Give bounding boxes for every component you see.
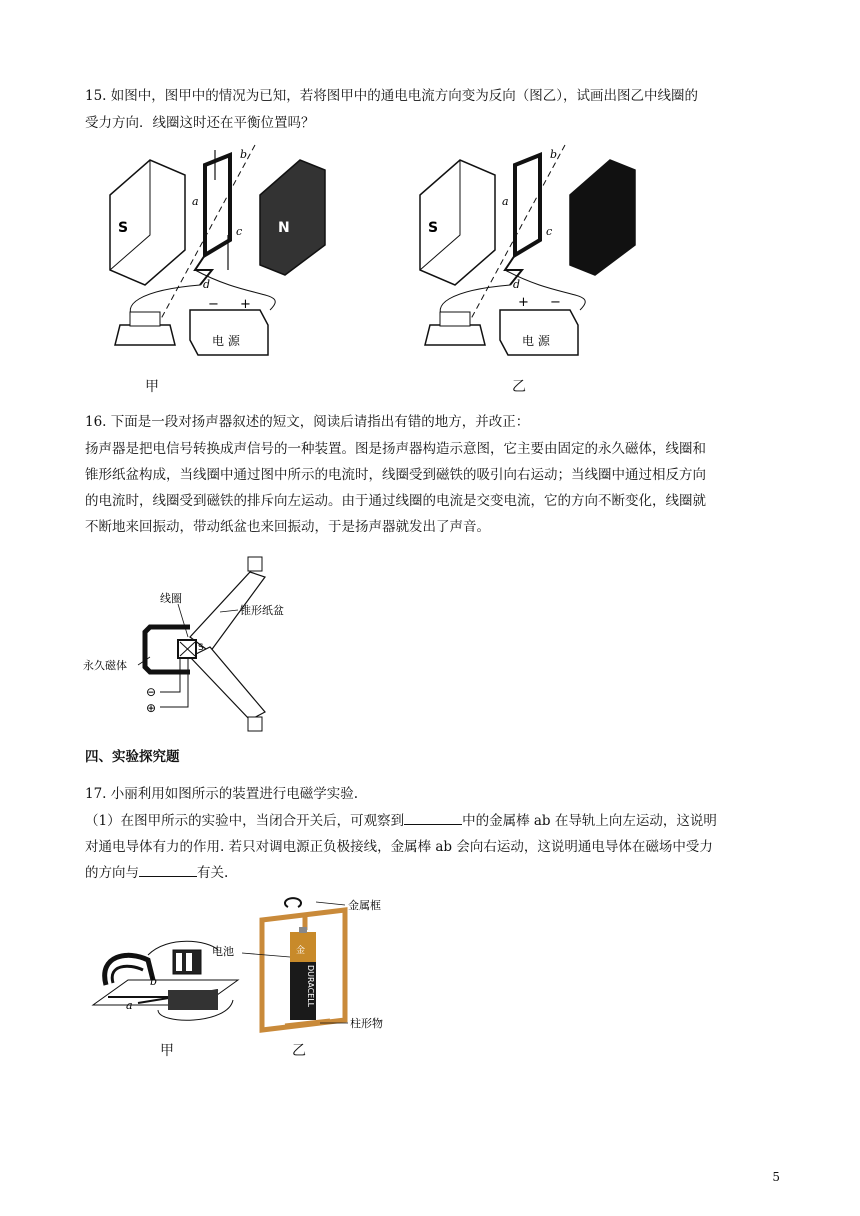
label-b: b xyxy=(240,148,248,161)
q17-line1: 17. 小丽利用如图所示的装置进行电磁学实验. xyxy=(85,786,359,802)
label-c: c xyxy=(236,225,243,238)
coil-label: 线圈 xyxy=(160,592,182,605)
q16-line1: 16. 下面是一段对扬声器叙述的短文，阅读后请指出有错的地方，并改正： xyxy=(85,414,530,430)
figure-17-jia-caption: 甲 xyxy=(160,1043,174,1059)
label-a: a xyxy=(126,999,133,1012)
q17-p1a: （1）在图甲所示的实验中，当闭合开关后，可观察到 xyxy=(85,813,405,829)
figure-17-yi-caption: 乙 xyxy=(292,1043,306,1059)
q17-p3a: 的方向与 xyxy=(85,865,139,881)
power-label: 电 源 xyxy=(522,334,550,348)
figure-17-yi xyxy=(212,895,400,1045)
q17-p1 xyxy=(85,812,717,830)
magnet-label: 永久磁体 xyxy=(83,659,127,672)
figure-15-yi xyxy=(410,140,650,370)
minus-terminal: ⊖ xyxy=(146,685,157,699)
frame-label: 金属框 xyxy=(348,899,381,912)
plus-terminal: ⊕ xyxy=(146,701,157,715)
q16-para3: 的电流时，线圈受到磁铁的排斥向左运动。由于通过线圈的电流是交变电流，它的方向不断变化，线圈就 xyxy=(85,493,706,509)
label-c: c xyxy=(546,225,553,238)
figure-15-yi-caption: 乙 xyxy=(512,379,526,395)
q15-line2: 受力方向．线圈这时还在平衡位置吗？ xyxy=(85,115,315,131)
section-heading: 四、实验探究题 xyxy=(85,749,180,765)
label-d: d xyxy=(203,278,211,291)
label-b: b xyxy=(150,975,158,988)
label-a: a xyxy=(192,195,199,208)
battery-label: 电池 xyxy=(212,945,234,958)
plus-label: + xyxy=(240,297,251,312)
cone-label: 锥形纸盆 xyxy=(240,604,284,617)
q17-p3b: 有关. xyxy=(197,865,229,881)
battery-top-label: 金 xyxy=(296,946,306,956)
power-label: 电 源 xyxy=(212,334,240,348)
magnet-n-label: N xyxy=(278,220,290,236)
q16-para4: 不断地来回振动，带动纸盆也来回振动，于是扬声器就发出了声音。 xyxy=(85,519,490,535)
figure-16-speaker xyxy=(80,552,290,737)
figure-15-jia-caption: 甲 xyxy=(145,379,159,395)
q17-p2: 对通电导体有力的作用. 若只对调电源正负极接线，金属棒 ab 会向右运动，这说明通电导体在磁场中受力 xyxy=(85,839,713,855)
answer-blank-1[interactable] xyxy=(404,812,462,825)
magnet-s-label: S xyxy=(428,220,439,236)
page-number: 5 xyxy=(772,1170,780,1184)
q17-p3 xyxy=(85,864,228,882)
minus-label: − xyxy=(550,295,561,310)
battery-brand: DURACELL xyxy=(306,965,315,1008)
figure-17-jia xyxy=(88,925,248,1035)
q15-line1: 15. 如图中，图甲中的情况为已知，若将图甲中的通电电流方向变为反向（图乙），试画出图乙中线圈的 xyxy=(85,88,699,104)
q16-para1: 扬声器是把电信号转换成声信号的一种装置。图是扬声器构造示意图，它主要由固定的永久磁体，线圈和 xyxy=(85,441,706,457)
label-a: a xyxy=(502,195,509,208)
q16-para2: 锥形纸盆构成，当线圈中通过图中所示的电流时，线圈受到磁铁的吸引向右运动；当线圈中通过相反方向 xyxy=(85,467,706,483)
figure-15-jia xyxy=(100,140,340,370)
s-label: S xyxy=(198,643,204,653)
answer-blank-2[interactable] xyxy=(139,864,197,877)
label-d: d xyxy=(513,278,521,291)
q17-p1b: 中的金属棒 ab 在导轨上向左运动，这说明 xyxy=(462,813,717,829)
label-b: b xyxy=(550,148,558,161)
pillar-label: 柱形物 xyxy=(350,1017,383,1030)
magnet-s-label: S xyxy=(118,220,129,236)
minus-label: − xyxy=(208,297,219,312)
plus-label: + xyxy=(518,295,529,310)
